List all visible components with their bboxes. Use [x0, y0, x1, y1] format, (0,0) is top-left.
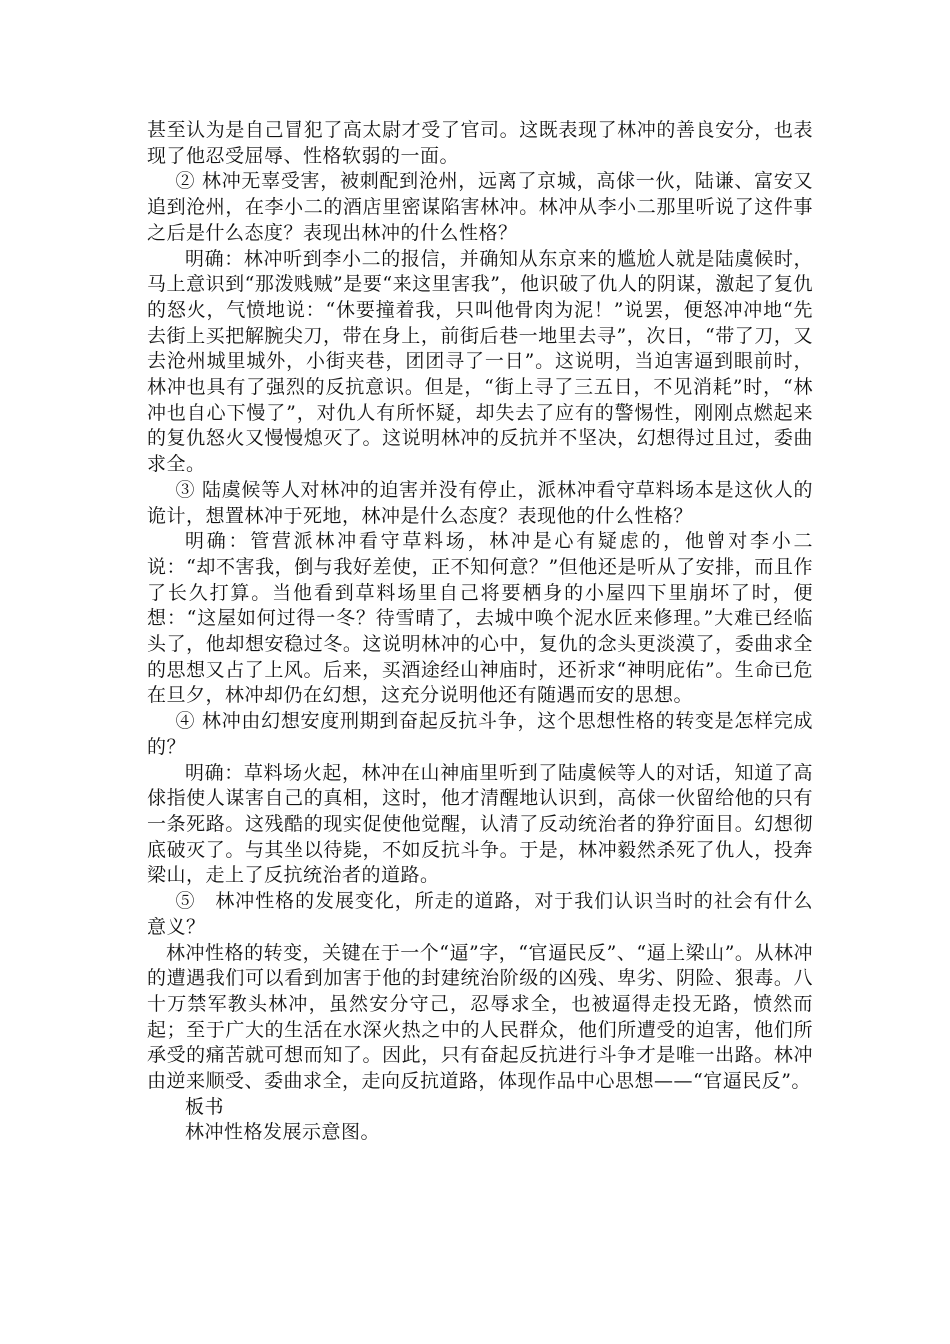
answer-2: 明确：林冲听到李小二的报信，并确知从东京来的尴尬人就是陆虞候时，马上意识到“那泼贱贼”是要“来这里害我”，他识破了仇人的阴谋，激起了复仇的怒火，气愤地说：“休要撞着我，只叫他骨肉为泥！”说罢，便怒冲冲地“先去街上买把解腕尖刀，带在身上，前街后巷一地里去寻”，次日，“带了刀，又去沧州城里城外，小街夹巷，团团寻了一日”。这说明，当迫害逼到眼前时，林冲也具有了强烈的反抗意识。但是，“街上寻了三五日，不见消耗”时，“林冲也自心下慢了”，对仇人有所怀疑，却失去了应有的警惕性，刚刚点燃起来的复仇怒火又慢慢熄灭了。这说明林冲的反抗并不坚决，幻想得过且过，委曲求全。: [147, 247, 813, 476]
question-5: ⑤ 林冲性格的发展变化，所走的道路，对于我们认识当时的社会有什么意义？: [147, 890, 813, 938]
question-3: ③ 陆虞候等人对林冲的迫害并没有停止，派林冲看守草料场本是这伙人的诡计，想置林冲于死地，林冲是什么态度？表现他的什么性格？: [147, 478, 813, 527]
blackboard-caption: 林冲性格发展示意图。: [185, 1121, 381, 1144]
question-2: ② 林冲无辜受害，被刺配到沧州，远离了京城，高俅一伙，陆谦、富安又追到沧州，在李小二的酒店里密谋陷害林冲。林冲从李小二那里听说了这件事之后是什么态度？表现出林冲的什么性格？: [147, 170, 813, 244]
answer-5: 林冲性格的转变，关键在于一个“逼”字，“官逼民反”、“逼上梁山”。从林冲的遭遇我们可以看到加害于他的封建统治阶级的凶残、卑劣、阴险、狠毒。八十万禁军教头林冲，虽然安分守己，忍辱求全，也被逼得走投无路，愤然而起；至于广大的生活在水深火热之中的人民群众，他们所遭受的迫害，他们所承受的痛苦就可想而知了。因此，只有奋起反抗进行斗争才是唯一出路。林冲由逆来顺受、委曲求全，走向反抗道路，体现作品中心思想——“官逼民反”。: [147, 941, 813, 1093]
answer-4: 明确：草料场火起，林冲在山神庙里听到了陆虞候等人的对话，知道了高俅指使人谋害自己的真相，这时，他才清醒地认识到，高俅一伙留给他的只有一条死路。这残酷的现实促使他觉醒，认清了反动统治者的狰狞面目。幻想彻底破灭了。与其坐以待毙，不如反抗斗争。于是，林冲毅然杀死了仇人，投奔梁山，走上了反抗统治者的道路。: [147, 761, 813, 887]
paragraph-intro-continuation: 甚至认为是自己冒犯了高太尉才受了官司。这既表现了林冲的善良安分，也表现了他忍受屈辱、性格软弱的一面。: [147, 119, 813, 167]
blackboard-heading: 板书: [185, 1095, 225, 1118]
answer-3: 明确：管营派林冲看守草料场，林冲是心有疑虑的，他曾对李小二说：“却不害我，倒与我好差使，正不知何意？”但他还是听从了安排，而且作了长久打算。当他看到草料场里自己将要栖身的小屋四下里崩坏了时，便想：“这屋如何过得一冬？待雪晴了，去城中唤个泥水匠来修理。”大难已经临头了，他却想安稳过冬。这说明林冲的心中，复仇的念头更淡漠了，委曲求全的思想又占了上风。后来，买酒途经山神庙时，还祈求“神明庇佑”。生命已危在旦夕，林冲却仍在幻想，这充分说明他还有随遇而安的思想。: [147, 530, 813, 707]
document-page: [147, 118, 813, 1146]
question-4: ④ 林冲由幻想安度刑期到奋起反抗斗争，这个思想性格的转变是怎样完成的？: [147, 710, 813, 758]
